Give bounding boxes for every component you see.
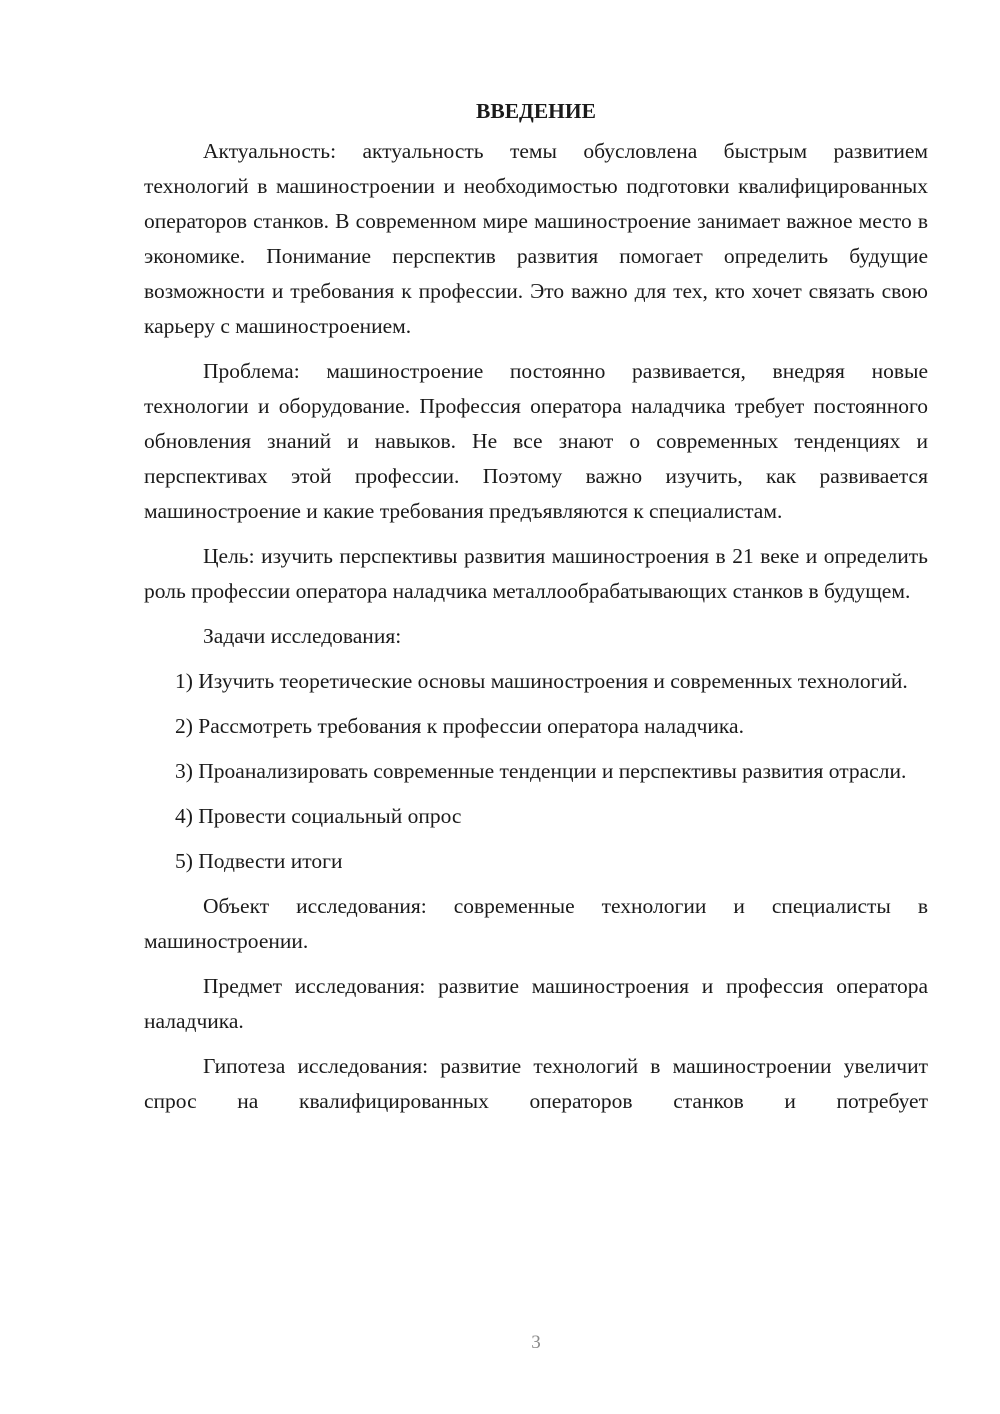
task-item: 4) Провести социальный опрос: [175, 804, 462, 828]
task-item: 1) Изучить теоретические основы машиностроения и современных технологий.: [175, 669, 908, 693]
object-paragraph: Объект исследования: современные технологии и специалисты в машиностроении.: [144, 894, 928, 953]
tasks-heading: Задачи исследования:: [203, 624, 402, 648]
task-item: 5) Подвести итоги: [175, 849, 343, 873]
goal-paragraph: Цель: изучить перспективы развития машиностроения в 21 веке и определить роль профессии оператора наладчика металлообрабатывающих станков в будущем.: [144, 544, 928, 603]
problem-paragraph: Проблема: машиностроение постоянно развивается, внедряя новые технологии и оборудование. Профессия оператора наладчика требует постоянного обновления знаний и навыков. Не все знают о современных тенденциях и перспективах этой профессии. Поэтому важно изучить, как развивается машиностроение и какие требования предъявляются к специалистам.: [144, 359, 928, 523]
tasks-list: [144, 664, 928, 879]
hypothesis-paragraph: Гипотеза исследования: развитие технологий в машиностроении увеличит спрос на квалифицированных операторов станков и потребует: [144, 1054, 928, 1113]
task-item: 2) Рассмотреть требования к профессии оператора наладчика.: [175, 714, 744, 738]
section-title: ВВЕДЕНИЕ: [476, 99, 596, 123]
page-number: 3: [531, 1332, 541, 1353]
relevance-paragraph: Актуальность: актуальность темы обусловлена быстрым развитием технологий в машиностроении и необходимостью подготовки квалифицированных операторов станков. В современном мире машиностроение занимает важное место в экономике. Понимание перспектив развития помогает определить будущие возможности и требования к профессии. Это важно для тех, кто хочет связать свою карьеру с машиностроением.: [144, 139, 928, 338]
page-content: [144, 92, 928, 1129]
task-item: 3) Проанализировать современные тенденции и перспективы развития отрасли.: [175, 759, 907, 783]
subject-paragraph: Предмет исследования: развитие машиностроения и профессия оператора наладчика.: [144, 974, 928, 1033]
